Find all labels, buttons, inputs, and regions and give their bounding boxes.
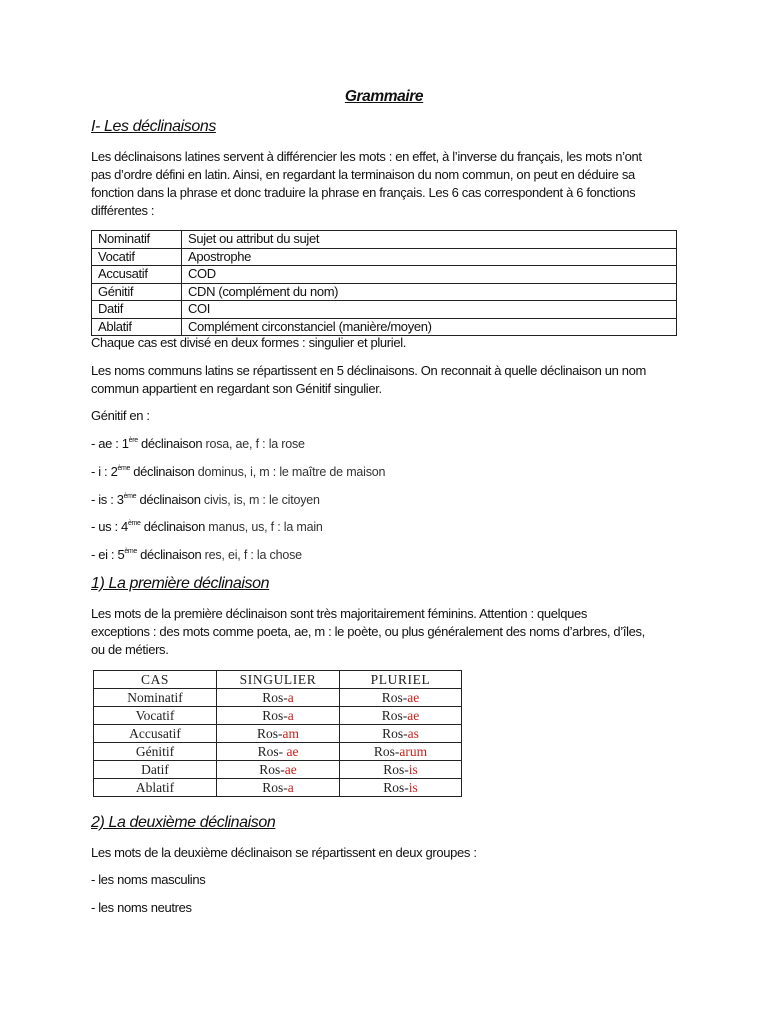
declension-example: dominus, i, m : le maître de maison <box>197 465 386 479</box>
singular-cell <box>217 689 340 707</box>
declension-example: manus, us, f : la main <box>208 520 323 534</box>
stem: Ros- <box>262 689 288 705</box>
declension-paragraph <box>91 362 691 398</box>
list-item: - les noms masculins <box>91 872 206 887</box>
column-header: CAS <box>94 671 217 689</box>
declension-word: déclinaison <box>140 519 205 534</box>
case-function: COI <box>182 301 677 319</box>
case-name: Accusatif <box>92 266 182 284</box>
genitif-label: Génitif en : <box>91 408 150 423</box>
plural-cell <box>340 761 462 779</box>
ending: is <box>408 761 418 777</box>
case-function: CDN (complément du nom) <box>182 283 677 301</box>
case-cell: Datif <box>94 761 217 779</box>
paragraph-line: exceptions : des mots comme poeta, ae, m : le poète, ou plus généralement des noms d’arbres, d’îles, <box>91 624 645 639</box>
table-row <box>92 283 677 301</box>
declension-example: rosa, ae, f : la rose <box>205 437 305 451</box>
plural-cell <box>340 779 462 797</box>
singular-cell <box>217 725 340 743</box>
table-row <box>94 779 462 797</box>
plural-cell <box>340 707 462 725</box>
case-cell: Accusatif <box>94 725 217 743</box>
ordinal-suffix: ère <box>128 437 138 444</box>
ending: ae <box>407 689 420 705</box>
first-declension-table <box>93 670 462 797</box>
declension-word: déclinaison <box>136 547 202 562</box>
table-row <box>94 761 462 779</box>
table-row <box>94 725 462 743</box>
plural-cell <box>340 725 462 743</box>
ending: as <box>407 725 419 741</box>
stem: Ros- <box>259 761 285 777</box>
stem: Ros- <box>373 743 400 759</box>
ending: ae <box>286 743 299 759</box>
case-name: Datif <box>92 301 182 319</box>
declension-item <box>91 492 320 507</box>
singular-cell <box>217 779 340 797</box>
table-row <box>94 743 462 761</box>
paragraph-line: commun appartient en regardant son Génitif singulier. <box>91 381 382 396</box>
stem: Ros- <box>381 707 408 723</box>
case-name: Nominatif <box>92 231 182 249</box>
table-row <box>94 707 462 725</box>
paragraph-line: ou de métiers. <box>91 642 169 657</box>
ending: arum <box>399 743 428 759</box>
cases-table <box>91 230 677 336</box>
case-name: Vocatif <box>92 248 182 266</box>
section-heading-declinaisons: I- Les déclinaisons <box>91 118 216 135</box>
ending: a <box>287 689 294 705</box>
declension-word: déclinaison <box>137 436 203 451</box>
case-cell: Nominatif <box>94 689 217 707</box>
ending: a <box>287 779 294 795</box>
stem: Ros- <box>382 725 408 741</box>
paragraph-line: Les noms communs latins se répartissent en 5 déclinaisons. On reconnait à quelle déclinaison un nom <box>91 363 647 378</box>
declension-word: déclinaison <box>130 464 195 479</box>
plural-cell <box>340 743 462 761</box>
table-header-row <box>94 671 462 689</box>
column-header: PLURIEL <box>340 671 462 689</box>
ordinal-suffix: ème <box>127 520 141 527</box>
stem: Ros- <box>257 743 287 759</box>
declension-example: res, ei, f : la chose <box>204 548 302 562</box>
section-heading-first-declension: 1) La première déclinaison <box>91 575 270 592</box>
table-row <box>94 689 462 707</box>
page-title: Grammaire <box>344 88 424 105</box>
intro-line: Les déclinaisons latines servent à différencier les mots : en effet, à l’inverse du français, les mots n’ont <box>91 149 642 164</box>
table-row <box>92 248 677 266</box>
case-function: Sujet ou attribut du sujet <box>182 231 677 249</box>
ending: a <box>287 707 294 723</box>
column-header: SINGULIER <box>217 671 340 689</box>
case-function: COD <box>182 266 677 284</box>
intro-line: pas d’ordre défini en latin. Ainsi, en regardant la terminaison du nom commun, on peut en déduire sa <box>91 167 635 182</box>
forms-note: Chaque cas est divisé en deux formes : singulier et pluriel. <box>91 335 407 350</box>
stem: Ros- <box>383 779 409 795</box>
declension-ending: - us : 4 <box>91 519 128 534</box>
table-row <box>92 301 677 319</box>
stem: Ros- <box>262 779 288 795</box>
stem: Ros- <box>256 725 283 741</box>
stem: Ros- <box>383 761 409 777</box>
declension-word: déclinaison <box>136 492 201 507</box>
case-name: Ablatif <box>92 318 182 336</box>
ending: ae <box>284 761 297 777</box>
case-name: Génitif <box>92 283 182 301</box>
case-cell: Ablatif <box>94 779 217 797</box>
case-cell: Vocatif <box>94 707 217 725</box>
ordinal-suffix: ème <box>124 548 137 555</box>
table-row <box>92 318 677 336</box>
declension-ending: - i : 2 <box>91 464 118 479</box>
stem: Ros- <box>381 689 408 705</box>
table-row <box>92 231 677 249</box>
case-function: Complément circonstanciel (manière/moyen) <box>182 318 677 336</box>
singular-cell <box>217 743 340 761</box>
singular-cell <box>217 761 340 779</box>
declension-item <box>91 436 305 451</box>
ending: ae <box>407 707 420 723</box>
declension-example: civis, is, m : le citoyen <box>203 493 320 507</box>
intro-paragraph <box>91 148 691 220</box>
ending: is <box>408 779 418 795</box>
case-function: Apostrophe <box>182 248 677 266</box>
paragraph-line: Les mots de la première déclinaison sont très majoritairement féminins. Attention : quelques <box>91 606 588 621</box>
ordinal-suffix: ème <box>123 493 137 500</box>
singular-cell <box>217 707 340 725</box>
case-cell: Génitif <box>94 743 217 761</box>
section-heading-second-declension: 2) La deuxième déclinaison <box>91 814 276 831</box>
declension-ending: - ei : 5 <box>91 547 125 562</box>
intro-line: fonction dans la phrase et donc traduire la phrase en français. Les 6 cas correspondent à 6 fonctions <box>91 185 636 200</box>
table-row <box>92 266 677 284</box>
intro-line: différentes : <box>91 203 155 218</box>
declension-ending: - is : 3 <box>91 492 124 507</box>
declension-item <box>91 464 385 479</box>
first-declension-paragraph <box>91 605 691 659</box>
list-item: - les noms neutres <box>91 900 192 915</box>
ordinal-suffix: ème <box>117 465 131 472</box>
declension-ending: - ae : 1 <box>91 436 129 451</box>
declension-item <box>91 547 302 562</box>
second-declension-text: Les mots de la deuxième déclinaison se répartissent en deux groupes : <box>91 845 477 860</box>
declension-item <box>91 519 323 534</box>
ending: am <box>282 725 299 741</box>
stem: Ros- <box>262 707 288 723</box>
plural-cell <box>340 689 462 707</box>
